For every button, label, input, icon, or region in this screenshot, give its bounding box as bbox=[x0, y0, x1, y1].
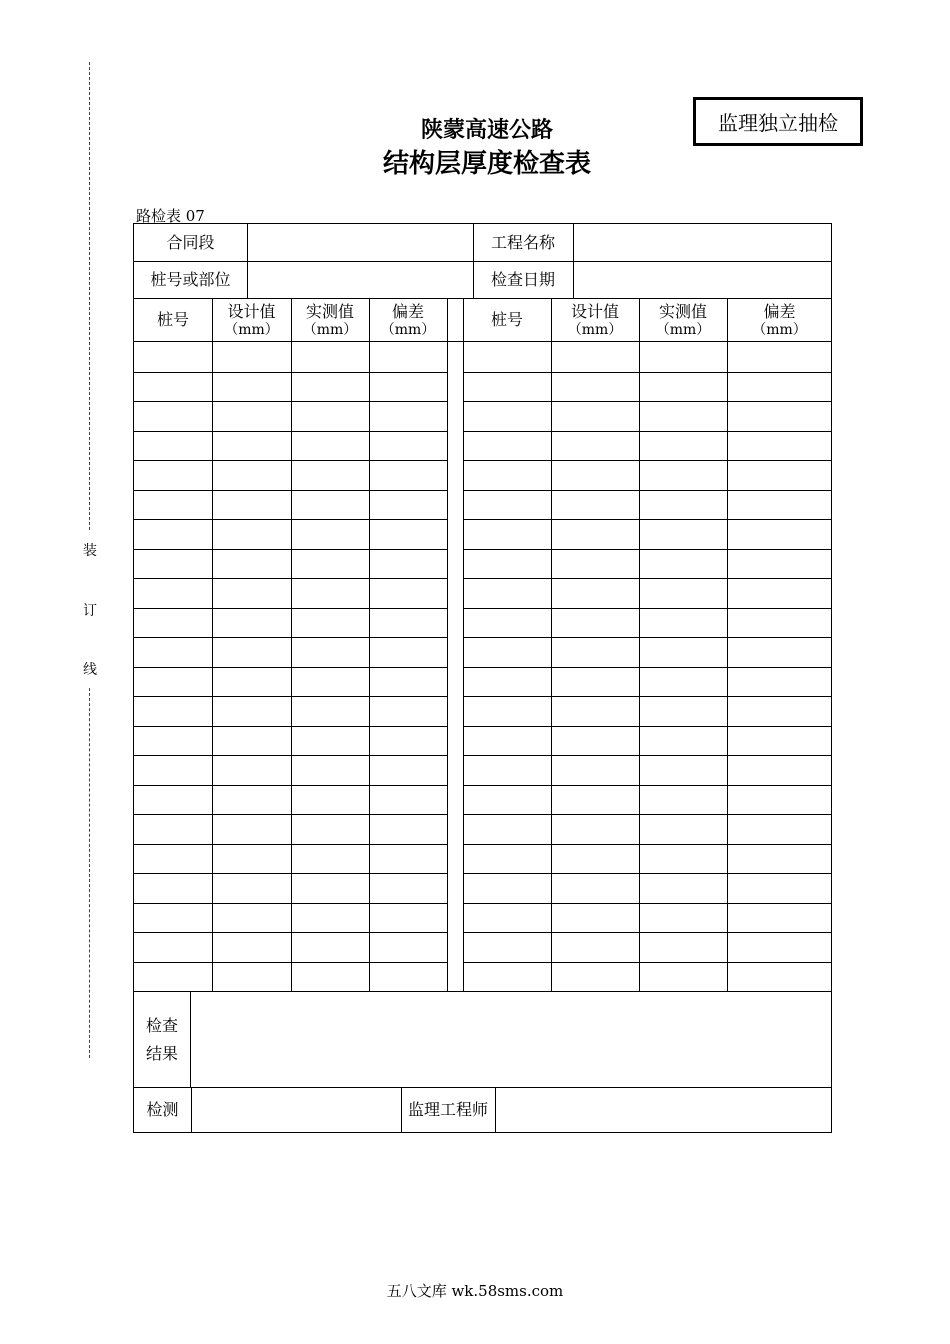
table-cell[interactable] bbox=[212, 637, 291, 667]
table-cell[interactable] bbox=[212, 726, 291, 756]
table-cell[interactable] bbox=[727, 844, 832, 874]
table-cell[interactable] bbox=[134, 726, 212, 756]
table-cell[interactable] bbox=[551, 372, 639, 402]
table-cell[interactable] bbox=[291, 903, 369, 933]
footer-watermark: 五八文库 wk.58sms.com bbox=[386, 1282, 564, 1300]
table-cell[interactable] bbox=[463, 549, 551, 579]
col-deviation-left-unit: （mm） bbox=[380, 321, 436, 338]
table-cell[interactable] bbox=[212, 431, 291, 461]
col-design-right-unit: （mm） bbox=[567, 321, 623, 338]
col-measured-right bbox=[639, 299, 727, 342]
table-cell[interactable] bbox=[727, 726, 832, 756]
inspector-label: 检测 bbox=[146, 1100, 179, 1120]
table-cell[interactable] bbox=[727, 637, 832, 667]
table-cell[interactable] bbox=[463, 372, 551, 402]
binding-char-2: 订 bbox=[83, 603, 97, 619]
result-label bbox=[134, 991, 190, 1088]
table-cell[interactable] bbox=[463, 962, 551, 992]
table-cell[interactable] bbox=[212, 962, 291, 992]
table-cell[interactable] bbox=[727, 460, 832, 490]
header-divider-1 bbox=[134, 261, 832, 262]
engineer-field[interactable] bbox=[495, 1088, 832, 1133]
table-cell[interactable] bbox=[639, 519, 727, 549]
table-cell[interactable] bbox=[134, 962, 212, 992]
table-cell[interactable] bbox=[639, 372, 727, 402]
col-measured-left-unit: （mm） bbox=[302, 321, 358, 338]
table-cell[interactable] bbox=[727, 401, 832, 431]
table-cell[interactable] bbox=[134, 608, 212, 638]
table-cell[interactable] bbox=[639, 460, 727, 490]
result-label-line1: 检查 bbox=[145, 1015, 178, 1035]
table-cell[interactable] bbox=[369, 342, 447, 372]
table-cell[interactable] bbox=[212, 785, 291, 815]
table-cell[interactable] bbox=[463, 903, 551, 933]
header-vline-3 bbox=[573, 224, 574, 299]
table-cell[interactable] bbox=[463, 844, 551, 874]
table-cell[interactable] bbox=[212, 844, 291, 874]
station-field[interactable] bbox=[247, 262, 473, 299]
table-cell[interactable] bbox=[463, 578, 551, 608]
project-name-label: 工程名称 bbox=[490, 232, 555, 252]
table-cell[interactable] bbox=[727, 578, 832, 608]
table-cell[interactable] bbox=[134, 431, 212, 461]
table-cell[interactable] bbox=[291, 342, 369, 372]
table-cell[interactable] bbox=[291, 519, 369, 549]
table-cell[interactable] bbox=[727, 696, 832, 726]
table-cell[interactable] bbox=[551, 401, 639, 431]
table-cell[interactable] bbox=[639, 667, 727, 697]
table-cell[interactable] bbox=[463, 696, 551, 726]
table-cell[interactable] bbox=[212, 342, 291, 372]
table-cell[interactable] bbox=[727, 755, 832, 785]
table-cell[interactable] bbox=[134, 873, 212, 903]
table-cell[interactable] bbox=[551, 726, 639, 756]
table-cell[interactable] bbox=[369, 549, 447, 579]
engineer-label: 监理工程师 bbox=[407, 1100, 488, 1120]
table-cell[interactable] bbox=[369, 696, 447, 726]
table-cell[interactable] bbox=[639, 490, 727, 520]
table-cell[interactable] bbox=[134, 342, 212, 372]
col-design-right bbox=[551, 299, 639, 342]
table-cell[interactable] bbox=[291, 637, 369, 667]
table-cell[interactable] bbox=[639, 637, 727, 667]
table-cell[interactable] bbox=[369, 903, 447, 933]
table-cell[interactable] bbox=[639, 873, 727, 903]
table-cell[interactable] bbox=[639, 932, 727, 962]
col-design-left bbox=[212, 299, 291, 342]
table-cell[interactable] bbox=[551, 431, 639, 461]
table-cell[interactable] bbox=[463, 519, 551, 549]
project-name-field[interactable] bbox=[573, 224, 832, 262]
table-cell[interactable] bbox=[727, 932, 832, 962]
table-cell[interactable] bbox=[291, 755, 369, 785]
table-cell[interactable] bbox=[551, 903, 639, 933]
table-cell[interactable] bbox=[551, 755, 639, 785]
table-cell[interactable] bbox=[291, 932, 369, 962]
table-cell[interactable] bbox=[639, 608, 727, 638]
table-cell[interactable] bbox=[212, 667, 291, 697]
col-design-left-label: 设计值 bbox=[227, 302, 276, 322]
table-cell[interactable] bbox=[212, 490, 291, 520]
table-cell[interactable] bbox=[551, 519, 639, 549]
table-cell[interactable] bbox=[134, 696, 212, 726]
table-cell[interactable] bbox=[369, 431, 447, 461]
table-cell[interactable] bbox=[727, 608, 832, 638]
table-cell[interactable] bbox=[727, 431, 832, 461]
binding-char-3: 线 bbox=[83, 662, 97, 678]
col-stake-right: 桩号 bbox=[490, 310, 523, 330]
table-cell[interactable] bbox=[727, 785, 832, 815]
table-cell[interactable] bbox=[369, 460, 447, 490]
table-cell[interactable] bbox=[551, 637, 639, 667]
table-cell[interactable] bbox=[463, 932, 551, 962]
table-cell[interactable] bbox=[551, 873, 639, 903]
table-cell[interactable] bbox=[551, 814, 639, 844]
binding-line-top bbox=[89, 62, 90, 530]
table-cell[interactable] bbox=[639, 578, 727, 608]
table-cell[interactable] bbox=[551, 696, 639, 726]
table-cell[interactable] bbox=[291, 814, 369, 844]
table-cell[interactable] bbox=[291, 549, 369, 579]
table-cell[interactable] bbox=[134, 372, 212, 402]
table-cell[interactable] bbox=[291, 372, 369, 402]
table-cell[interactable] bbox=[369, 844, 447, 874]
table-cell[interactable] bbox=[369, 932, 447, 962]
table-cell[interactable] bbox=[291, 578, 369, 608]
station-label: 桩号或部位 bbox=[150, 270, 231, 290]
table-cell[interactable] bbox=[727, 667, 832, 697]
table-cell[interactable] bbox=[551, 844, 639, 874]
col-stake-left: 桩号 bbox=[156, 310, 189, 330]
table-cell[interactable] bbox=[291, 962, 369, 992]
table-cell[interactable] bbox=[291, 490, 369, 520]
table-cell[interactable] bbox=[463, 637, 551, 667]
signature-vline-2 bbox=[401, 1088, 402, 1133]
binding-char-1: 装 bbox=[83, 543, 97, 559]
col-deviation-right bbox=[727, 299, 832, 342]
table-cell[interactable] bbox=[369, 962, 447, 992]
table-cell[interactable] bbox=[727, 342, 832, 372]
table-cell[interactable] bbox=[134, 667, 212, 697]
col-design-right-label: 设计值 bbox=[570, 302, 619, 322]
col-measured-left bbox=[291, 299, 369, 342]
table-cell[interactable] bbox=[369, 814, 447, 844]
table-cell[interactable] bbox=[551, 785, 639, 815]
table-cell[interactable] bbox=[369, 372, 447, 402]
col-deviation-left-label: 偏差 bbox=[391, 302, 424, 322]
inspection-date-label: 检查日期 bbox=[490, 270, 555, 290]
table-cell[interactable] bbox=[212, 932, 291, 962]
table-cell[interactable] bbox=[463, 726, 551, 756]
contract-field[interactable] bbox=[247, 224, 473, 262]
table-cell[interactable] bbox=[727, 549, 832, 579]
table-cell[interactable] bbox=[291, 401, 369, 431]
table-cell[interactable] bbox=[369, 519, 447, 549]
table-cell[interactable] bbox=[369, 401, 447, 431]
table-cell[interactable] bbox=[134, 932, 212, 962]
table-cell[interactable] bbox=[727, 873, 832, 903]
table-cell[interactable] bbox=[639, 401, 727, 431]
table-cell[interactable] bbox=[212, 578, 291, 608]
table-cell[interactable] bbox=[639, 844, 727, 874]
table-cell[interactable] bbox=[212, 460, 291, 490]
form-title: 结构层厚度检查表 bbox=[382, 149, 591, 179]
table-cell[interactable] bbox=[639, 962, 727, 992]
table-cell[interactable] bbox=[212, 372, 291, 402]
table-cell[interactable] bbox=[463, 814, 551, 844]
table-cell[interactable] bbox=[369, 785, 447, 815]
table-cell[interactable] bbox=[727, 490, 832, 520]
header-vline-1 bbox=[247, 224, 248, 299]
table-cell[interactable] bbox=[212, 873, 291, 903]
table-cell[interactable] bbox=[134, 460, 212, 490]
table-cell[interactable] bbox=[291, 844, 369, 874]
table-cell[interactable] bbox=[369, 726, 447, 756]
table-cell[interactable] bbox=[291, 608, 369, 638]
inspection-form bbox=[133, 223, 832, 1133]
table-cell[interactable] bbox=[291, 785, 369, 815]
table-cell[interactable] bbox=[463, 755, 551, 785]
table-cell[interactable] bbox=[212, 549, 291, 579]
table-cell[interactable] bbox=[463, 460, 551, 490]
table-cell[interactable] bbox=[551, 578, 639, 608]
table-cell[interactable] bbox=[639, 755, 727, 785]
table-cell[interactable] bbox=[551, 549, 639, 579]
table-cell[interactable] bbox=[134, 490, 212, 520]
table-cell[interactable] bbox=[639, 785, 727, 815]
col-deviation-right-label: 偏差 bbox=[763, 302, 796, 322]
col-design-left-unit: （mm） bbox=[224, 321, 279, 338]
table-cell[interactable] bbox=[134, 519, 212, 549]
table-cell[interactable] bbox=[291, 726, 369, 756]
table-cell[interactable] bbox=[463, 342, 551, 372]
table-cell[interactable] bbox=[212, 755, 291, 785]
table-cell[interactable] bbox=[463, 873, 551, 903]
col-deviation-right-unit: （mm） bbox=[752, 321, 807, 338]
table-cell[interactable] bbox=[291, 696, 369, 726]
table-cell[interactable] bbox=[639, 549, 727, 579]
table-cell[interactable] bbox=[551, 608, 639, 638]
table-cell[interactable] bbox=[291, 667, 369, 697]
table-cell[interactable] bbox=[639, 726, 727, 756]
table-cell[interactable] bbox=[212, 401, 291, 431]
result-top-divider bbox=[134, 991, 832, 992]
col-deviation-left bbox=[369, 299, 447, 342]
project-title: 陕蒙高速公路 bbox=[420, 118, 553, 143]
inspection-date-field[interactable] bbox=[573, 262, 832, 299]
table-cell[interactable] bbox=[727, 814, 832, 844]
form-code: 路检表 07 bbox=[136, 207, 205, 225]
table-cell[interactable] bbox=[463, 490, 551, 520]
table-cell[interactable] bbox=[134, 549, 212, 579]
table-cell[interactable] bbox=[134, 844, 212, 874]
signature-top-divider bbox=[134, 1087, 832, 1088]
table-cell[interactable] bbox=[551, 460, 639, 490]
table-cell[interactable] bbox=[463, 431, 551, 461]
table-cell[interactable] bbox=[369, 608, 447, 638]
result-vline bbox=[190, 991, 191, 1087]
table-cell[interactable] bbox=[291, 431, 369, 461]
grid-column-line bbox=[447, 299, 448, 991]
table-cell[interactable] bbox=[369, 873, 447, 903]
signature-vline-1 bbox=[191, 1088, 192, 1133]
table-cell[interactable] bbox=[551, 667, 639, 697]
table-cell[interactable] bbox=[551, 490, 639, 520]
table-cell[interactable] bbox=[639, 696, 727, 726]
table-cell[interactable] bbox=[134, 814, 212, 844]
table-cell[interactable] bbox=[551, 962, 639, 992]
table-cell[interactable] bbox=[463, 401, 551, 431]
col-measured-left-label: 实测值 bbox=[305, 302, 354, 322]
binding-line-bottom bbox=[89, 688, 90, 1058]
table-cell[interactable] bbox=[212, 519, 291, 549]
table-cell[interactable] bbox=[463, 667, 551, 697]
table-cell[interactable] bbox=[727, 962, 832, 992]
table-cell[interactable] bbox=[134, 637, 212, 667]
result-field[interactable] bbox=[190, 991, 832, 1088]
table-cell[interactable] bbox=[212, 608, 291, 638]
table-cell[interactable] bbox=[369, 667, 447, 697]
col-measured-right-label: 实测值 bbox=[658, 302, 707, 322]
result-label-line2: 结果 bbox=[145, 1043, 178, 1063]
table-cell[interactable] bbox=[369, 578, 447, 608]
table-cell[interactable] bbox=[639, 342, 727, 372]
signature-vline-3 bbox=[495, 1088, 496, 1133]
inspector-field[interactable] bbox=[191, 1088, 401, 1133]
header-vline-2 bbox=[473, 224, 474, 299]
table-cell[interactable] bbox=[134, 401, 212, 431]
table-cell[interactable] bbox=[727, 372, 832, 402]
table-cell[interactable] bbox=[212, 903, 291, 933]
table-cell[interactable] bbox=[134, 578, 212, 608]
table-cell[interactable] bbox=[551, 342, 639, 372]
col-measured-right-unit: （mm） bbox=[655, 321, 711, 338]
table-cell[interactable] bbox=[463, 785, 551, 815]
table-cell[interactable] bbox=[639, 814, 727, 844]
table-cell[interactable] bbox=[369, 755, 447, 785]
table-cell[interactable] bbox=[291, 460, 369, 490]
table-cell[interactable] bbox=[212, 696, 291, 726]
table-cell[interactable] bbox=[463, 608, 551, 638]
supervision-stamp: 监理独立抽检 bbox=[693, 97, 863, 146]
table-cell[interactable] bbox=[212, 814, 291, 844]
table-cell[interactable] bbox=[639, 903, 727, 933]
table-cell[interactable] bbox=[134, 755, 212, 785]
table-cell[interactable] bbox=[551, 932, 639, 962]
table-cell[interactable] bbox=[639, 431, 727, 461]
table-cell[interactable] bbox=[134, 785, 212, 815]
table-cell[interactable] bbox=[369, 490, 447, 520]
table-cell[interactable] bbox=[369, 637, 447, 667]
table-cell[interactable] bbox=[727, 519, 832, 549]
table-cell[interactable] bbox=[291, 873, 369, 903]
table-cell[interactable] bbox=[134, 903, 212, 933]
contract-label: 合同段 bbox=[166, 232, 215, 252]
table-cell[interactable] bbox=[727, 903, 832, 933]
